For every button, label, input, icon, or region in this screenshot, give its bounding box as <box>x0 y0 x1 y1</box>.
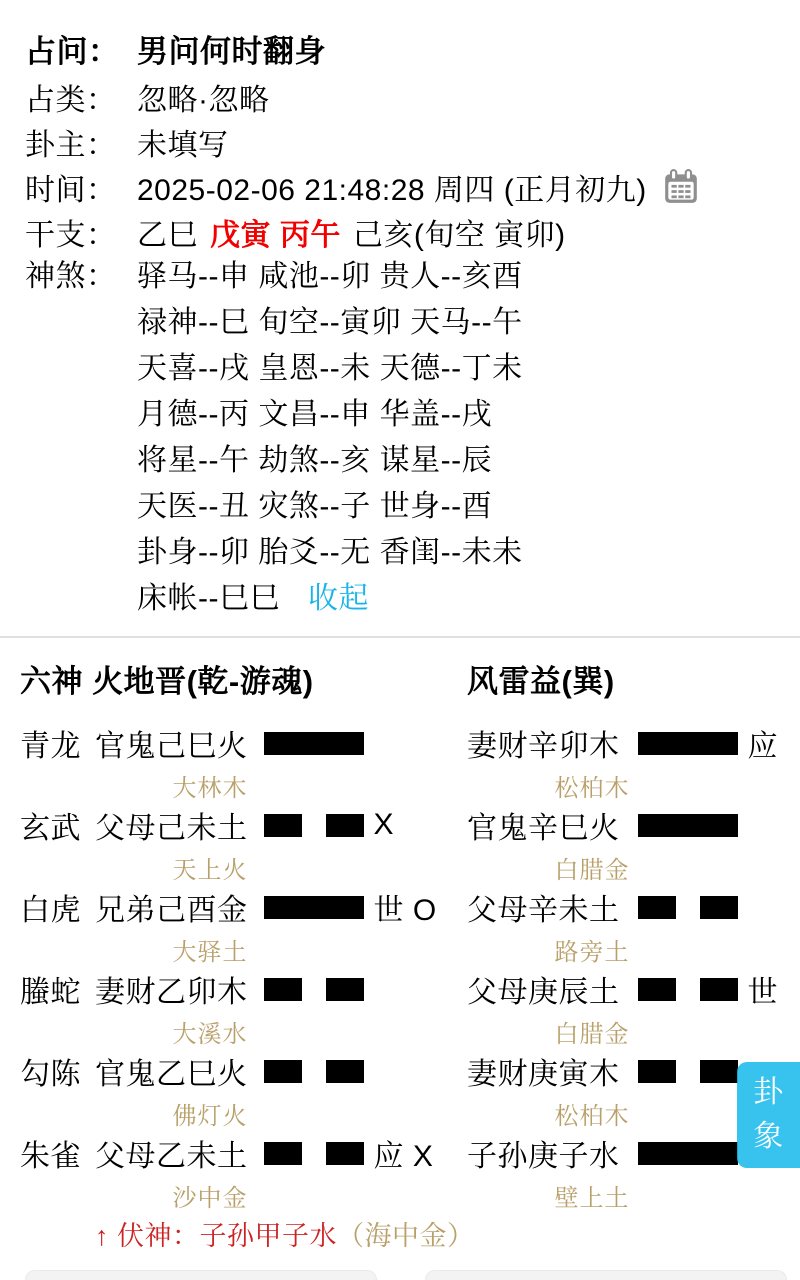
yao-line-symbol <box>638 1060 738 1083</box>
yao-text: 父母辛未土 <box>467 894 620 927</box>
hexagram-row <box>20 964 467 1046</box>
shensha-panel <box>0 254 800 622</box>
yao-marker: X <box>373 808 395 841</box>
category-label: 占类： <box>25 83 117 117</box>
nayin-label: 壁上土 <box>554 1185 630 1212</box>
fushen-nayin: （海中金） <box>337 1221 475 1251</box>
nayin-label: 松柏木 <box>554 775 630 802</box>
yao-line-symbol <box>638 1142 738 1165</box>
shensha-line: 天医--丑 灾煞--子 世身--酉 <box>137 490 493 523</box>
ganzhi-row <box>25 209 775 254</box>
ganzhi-hour-xunkong: 己亥(旬空 寅卯) <box>352 218 566 252</box>
nayin-label: 佛灯火 <box>172 1103 248 1130</box>
yao-marker: 应 <box>747 730 778 763</box>
category-value: 忽略·忽略 <box>137 83 270 117</box>
yao-text: 妻财乙卯木 <box>95 976 248 1009</box>
fushen-note <box>95 1214 475 1253</box>
bottom-left-button[interactable] <box>25 1270 377 1280</box>
yao-line-symbol <box>264 1060 364 1083</box>
shensha-line: 月德--丙 文昌--申 华盖--戌 <box>137 398 493 431</box>
up-arrow-icon: ↑ <box>95 1221 118 1251</box>
yao-line-symbol <box>264 732 364 755</box>
info-panel <box>0 0 800 254</box>
yao-line-symbol <box>264 1142 364 1165</box>
yao-text: 父母己未土 <box>95 812 248 845</box>
shensha-label: 神煞： <box>25 260 117 293</box>
yao-text: 官鬼辛巳火 <box>467 812 620 845</box>
hexagram-image-button[interactable] <box>737 1062 800 1168</box>
ganzhi-year: 乙巳 <box>137 218 198 252</box>
nayin-label: 大林木 <box>172 775 248 802</box>
hexagram-row <box>467 964 800 1046</box>
shensha-line: 将星--午 劫煞--亥 谋星--辰 <box>137 444 493 477</box>
hexagram-row <box>467 800 800 882</box>
owner-row <box>25 119 775 164</box>
yao-text: 官鬼乙巳火 <box>95 1058 248 1091</box>
owner-value: 未填写 <box>137 128 229 162</box>
hexagram-row <box>20 1128 467 1210</box>
collapse-link[interactable]: 收起 <box>307 582 369 615</box>
hexagram-image-button-char1: 卦 <box>753 1076 784 1109</box>
shensha-line: 禄神--巳 旬空--寅卯 天马--午 <box>137 306 523 339</box>
liushen-label: 玄武 <box>20 812 81 845</box>
fushen-text: 伏神：子孙甲子水 <box>117 1221 338 1251</box>
liushen-label: 朱雀 <box>20 1140 81 1173</box>
time-label: 时间： <box>25 173 117 207</box>
shensha-line: 卦身--卯 胎爻--无 香闺--未未 <box>137 536 523 569</box>
hexagram-row <box>20 1046 467 1128</box>
owner-label: 卦主： <box>25 128 117 162</box>
time-value: 2025-02-06 21:48:28 周四 (正月初九) <box>137 173 647 207</box>
yao-line-symbol <box>638 896 738 919</box>
yao-text: 妻财辛卯木 <box>467 730 620 763</box>
nayin-label: 松柏木 <box>554 1103 630 1130</box>
nayin-label: 天上火 <box>172 857 248 884</box>
yao-marker: 应 X <box>373 1140 434 1173</box>
nayin-label: 大驿土 <box>172 939 248 966</box>
time-row <box>25 164 775 209</box>
nayin-label: 大溪水 <box>172 1021 248 1048</box>
nayin-label: 白腊金 <box>554 1021 630 1048</box>
nayin-label: 沙中金 <box>172 1185 248 1212</box>
yao-line-symbol <box>638 732 738 755</box>
hexagram-row <box>467 882 800 964</box>
hexagram-image-button-char2: 象 <box>753 1120 784 1153</box>
hexagram-row <box>20 800 467 882</box>
yao-text: 父母乙未土 <box>95 1140 248 1173</box>
yao-marker: 世 O <box>373 894 437 927</box>
yao-text: 妻财庚寅木 <box>467 1058 620 1091</box>
liushen-label: 螣蛇 <box>20 976 81 1009</box>
liushen-label: 白虎 <box>20 894 81 927</box>
calendar-icon[interactable] <box>661 168 701 206</box>
yao-line-symbol <box>638 814 738 837</box>
category-row <box>25 74 775 119</box>
liushen-label: 勾陈 <box>20 1058 81 1091</box>
yao-text: 官鬼己巳火 <box>95 730 248 763</box>
yao-text: 兄弟己酉金 <box>95 894 248 927</box>
shensha-line: 床帐--巳巳 <box>137 582 280 615</box>
hexagram-row <box>467 718 800 800</box>
shensha-last-line <box>137 576 775 622</box>
main-hexagram-title: 六神 火地晋(乾-游魂) <box>20 663 314 699</box>
yao-line-symbol <box>638 978 738 1001</box>
yao-line-symbol <box>264 896 364 919</box>
yao-marker: 世 <box>747 976 778 1009</box>
yao-line-symbol <box>264 978 364 1001</box>
nayin-label: 路旁土 <box>554 939 630 966</box>
shensha-line: 驿马--申 咸池--卯 贵人--亥酉 <box>137 260 523 293</box>
yao-text: 父母庚辰土 <box>467 976 620 1009</box>
changed-hexagram-title: 风雷益(巽) <box>467 663 615 699</box>
main-hexagram-column <box>20 638 475 1253</box>
nayin-label: 白腊金 <box>554 857 630 884</box>
yao-text: 子孙庚子水 <box>467 1140 620 1173</box>
question-label: 占问： <box>25 33 120 69</box>
hexagram-row <box>20 882 467 964</box>
question-row <box>25 22 775 74</box>
ganzhi-month-day-highlight: 戊寅 丙午 <box>210 218 341 252</box>
liushen-label: 青龙 <box>20 730 81 763</box>
bottom-right-button[interactable] <box>425 1270 787 1280</box>
ganzhi-label: 干支： <box>25 218 117 252</box>
shensha-line: 天喜--戌 皇恩--未 天德--丁未 <box>137 352 523 385</box>
yao-line-symbol <box>264 814 364 837</box>
hexagram-row <box>20 718 467 800</box>
hexagram-section <box>0 638 800 1253</box>
question-value: 男问何时翻身 <box>137 33 326 69</box>
